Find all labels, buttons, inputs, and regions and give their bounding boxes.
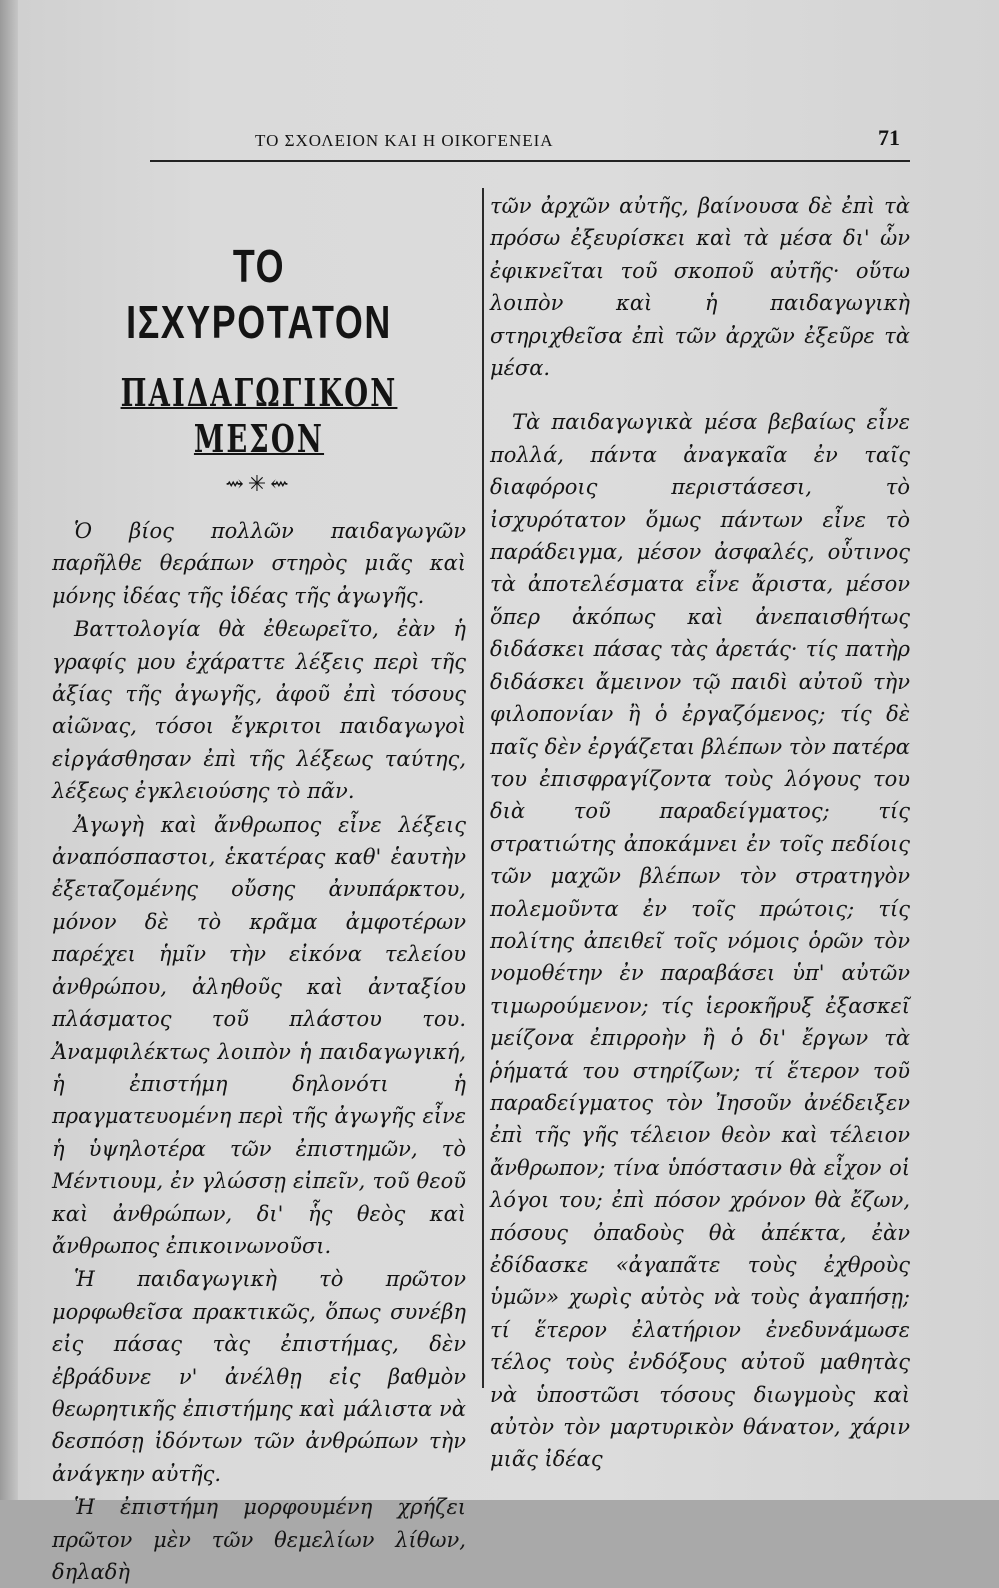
page-spine-shadow <box>0 0 18 1500</box>
left-paragraph: Ἡ ἐπιστήμη μορφουμένη χρήζει πρῶτον μὲν τῶν θεμελίων λίθων, δηλαδὴ <box>52 1495 466 1584</box>
page-header <box>150 125 910 161</box>
running-title: ΤΟ ΣΧΟΛΕΙΟΝ ΚΑΙ Η ΟΙΚΟΓΕΝΕΙΑ <box>255 131 554 150</box>
title-ornament: ⇝✳⇜ <box>225 472 293 497</box>
article-title-line1: ΤΟ ΙΣΧΥΡΟΤΑΤΟΝ <box>126 240 392 348</box>
column-divider <box>482 188 484 1388</box>
right-paragraph: Τὰ παιδαγωγικὰ μέσα βεβαίως εἶνε πολλά, πάντα ἀναγκαῖα ἐν ταῖς διαφόροις περιστάσεσι, τὸ ἰσχυρότατον ὅμως πάντων εἶνε τὸ παράδειγμα, μέσον ἀσφαλές, οὗτινος τὰ ἀποτελέσματα εἶνε ἄριστα, μέσον ὅπερ ἀκόπως καὶ ἀνεπαισθήτως διδάσκει πάσας τὰς ἀρετάς· τίς πατὴρ διδάσκει ἄμεινον τῷ παιδὶ αὐτοῦ τὴν φιλοπονίαν ἢ ὁ ἐργαζόμενος; τίς δὲ παῖς δὲν ἐργάζεται βλέπων τὸν πατέρα του ἐπισφραγίζοντα τοὺς λόγους του διὰ τοῦ παραδείγματος; τίς στρατιώτης ἀποκάμνει ἐν τοῖς πεδίοις τῶν μαχῶν βλέπων τὸν στρατηγὸν πολεμοῦντα ἐν τοῖς πρώτοις; τίς πολίτης ἀπειθεῖ τοῖς νόμοις ὁρῶν τὸν νομοθέτην ἐν παραβάσει ὑπ' αὐτῶν τιμωρούμενον; τίς ἱεροκῆρυξ ἐξασκεῖ μείζονα ἐπιρροὴν ἢ ὁ δι' ἔργων τὰ ῥήματά του στηρίζων; τί ἕτερον τοῦ παραδείγματος τὸν Ἰησοῦν ἀνέδειξεν ἐπὶ τῆς γῆς τέλειον θεὸν καὶ τέλειον ἄνθρωπον; τίνα ὑπόστασιν θὰ εἶχον οἱ λόγοι του; ἐπὶ πόσον χρόνον θὰ ἔζων, πόσους ὀπαδοὺς θὰ ἀπέκτα, ἐὰν ἐδίδασκε «ἀγαπᾶτε τοὺς ἐχθροὺς ὑμῶν» χωρὶς αὐτὸς νὰ τοὺς ἀγαπήσῃ; τί ἕτερον ἐλατήριον ἐνεδυνάμωσε τέλος τοὺς ἐνδόξους αὐτοῦ μαθητὰς νὰ ὑποστῶσι τόσους διωγμοὺς καὶ αὐτὸν τὸν μαρτυρικὸν θάνατον, χάριν μιᾶς ἰδέας <box>490 410 910 1472</box>
right-paragraph: τῶν ἀρχῶν αὐτῆς, βαίνουσα δὲ ἐπὶ τὰ πρόσω ἐξευρίσκει καὶ τὰ μέσα δι' ὧν ἐφικνεῖται τοῦ σκοποῦ αὐτῆς· οὕτω λοιπὸν καὶ ἡ παιδαγωγικὴ στηριχθεῖσα ἐπὶ τῶν ἀρχῶν ἐξεῦρε τὰ μέσα. <box>490 194 910 381</box>
left-paragraph: Ἡ παιδαγωγικὴ τὸ πρῶτον μορφωθεῖσα πρακτικῶς, ὅπως συνέβη εἰς πάσας τὰς ἐπιστήμας, δὲν ἐβράδυνε ν' ἀνέλθῃ εἰς βαθμὸν θεωρητικῆς ἐπιστήμης καὶ μάλιστα νὰ δεσπόσῃ ἰδόντων τῶν ἀνθρώπων τὴν ἀνάγκην αὐτῆς. <box>52 1267 466 1486</box>
article-title-line2: ΠΑΙΔΑΓΩΓΙΚΟΝ ΜΕΣΟΝ <box>120 370 398 461</box>
left-column <box>52 238 466 1588</box>
header-rule <box>150 160 910 162</box>
left-paragraph: Ἀγωγὴ καὶ ἄνθρωπος εἶνε λέξεις ἀναπόσπαστοι, ἑκατέρας καθ' ἑαυτὴν ἐξεταζομένης οὔσης ἀνυπάρκτου, μόνον δὲ τὸ κρᾶμα ἀμφοτέρων παρέχει ἡμῖν τὴν εἰκόνα τελείου ἀνθρώπου, ἀληθοῦς καὶ ἀνταξίου πλάσματος τοῦ πλάστου του. Ἀναμφιλέκτως λοιπὸν ἡ παιδαγωγική, ἡ ἐπιστήμη δηλονότι ἡ πραγματευομένη περὶ τῆς ἀγωγῆς εἶνε ἡ ὑψηλοτέρα τῶν ἐπιστημῶν, τὸ Μέντιουμ, ἐν γλώσσῃ εἰπεῖν, τοῦ θεοῦ καὶ ἀνθρώπων, δι' ἧς θεὸς καὶ ἄνθρωπος ἐπικοινωνοῦσι. <box>52 812 466 1258</box>
left-paragraph: Ὁ βίος πολλῶν παιδαγωγῶν παρῆλθε θεράπων στηρὸς μιᾶς καὶ μόνης ἰδέας τῆς ἰδέας τῆς ἀγωγῆς. <box>52 519 466 608</box>
page-number: 71 <box>878 125 900 150</box>
left-paragraph: Βαττολογία θὰ ἐθεωρεῖτο, ἐὰν ἡ γραφίς μου ἐχάραττε λέξεις περὶ τῆς ἀξίας τῆς ἀγωγῆς, ἀφοῦ ἐπὶ τόσους αἰῶνας, τόσοι ἔγκριτοι παιδαγωγοὶ εἰργάσθησαν ἐπὶ τῆς λέξεως ταύτης, λέξεως ἐγκλειούσης τὸ πᾶν. <box>52 617 466 804</box>
right-column <box>490 190 910 1476</box>
